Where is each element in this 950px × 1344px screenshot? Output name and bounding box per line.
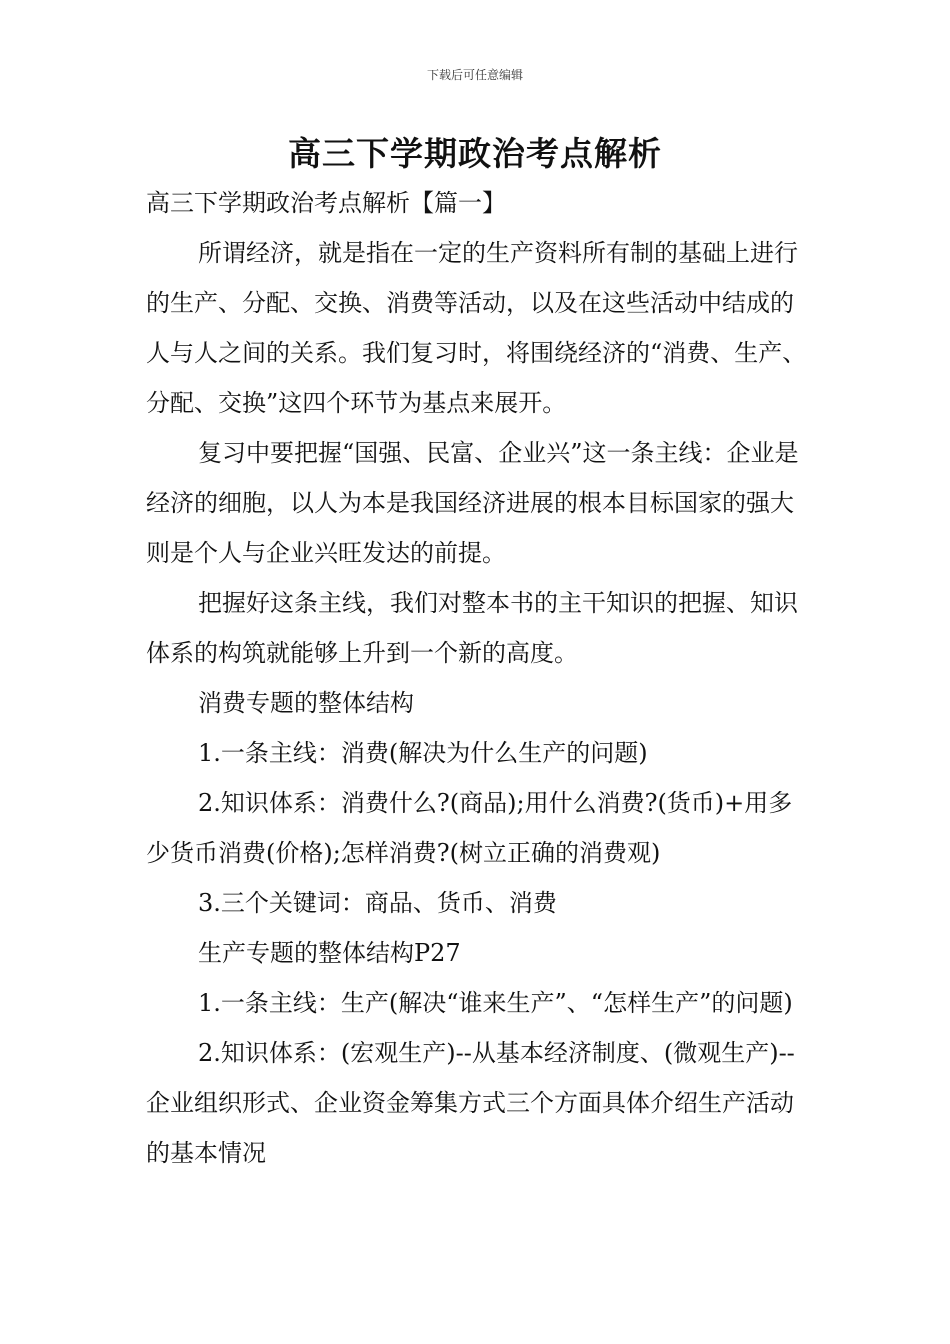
paragraph-3: 把握好这条主线，我们对整本书的主干知识的把握、知识体系的构筑就能够上升到一个新的高度。 (146, 589, 798, 667)
header-note: 下载后可任意编辑 (426, 68, 523, 82)
paragraph-6: 2.知识体系：消费什么?(商品);用什么消费?(货币)+用多少货币消费(价格);怎样消费?(树立正确的消费观) (146, 789, 793, 867)
paragraph-4: 消费专题的整体结构 (198, 689, 414, 717)
paragraph-9: 1.一条主线：生产(解决“谁来生产”、“怎样生产”的问题) (198, 989, 793, 1017)
paragraph-5: 1.一条主线：消费(解决为什么生产的问题) (198, 739, 648, 767)
paragraph-2: 复习中要把握“国强、民富、企业兴”这一条主线：企业是经济的细胞，以人为本是我国经济进展的根本目标国家的强大则是个人与企业兴旺发达的前提。 (146, 439, 799, 567)
paragraph-8: 生产专题的整体结构P27 (198, 939, 461, 967)
paragraph-7: 3.三个关键词：商品、货币、消费 (198, 889, 557, 917)
page-title: 高三下学期政治考点解析 (288, 134, 662, 173)
section-heading: 高三下学期政治考点解析【篇一】 (146, 189, 506, 217)
document-body (146, 178, 814, 1178)
paragraph-10: 2.知识体系：(宏观生产)--从基本经济制度、(微观生产)--企业组织形式、企业资金筹集方式三个方面具体介绍生产活动的基本情况 (146, 1039, 795, 1167)
paragraph-1: 所谓经济，就是指在一定的生产资料所有制的基础上进行的生产、分配、交换、消费等活动，以及在这些活动中结成的人与人之间的关系。我们复习时，将围绕经济的“消费、生产、分配、交换”这四个环节为基点来展开。 (146, 239, 807, 417)
